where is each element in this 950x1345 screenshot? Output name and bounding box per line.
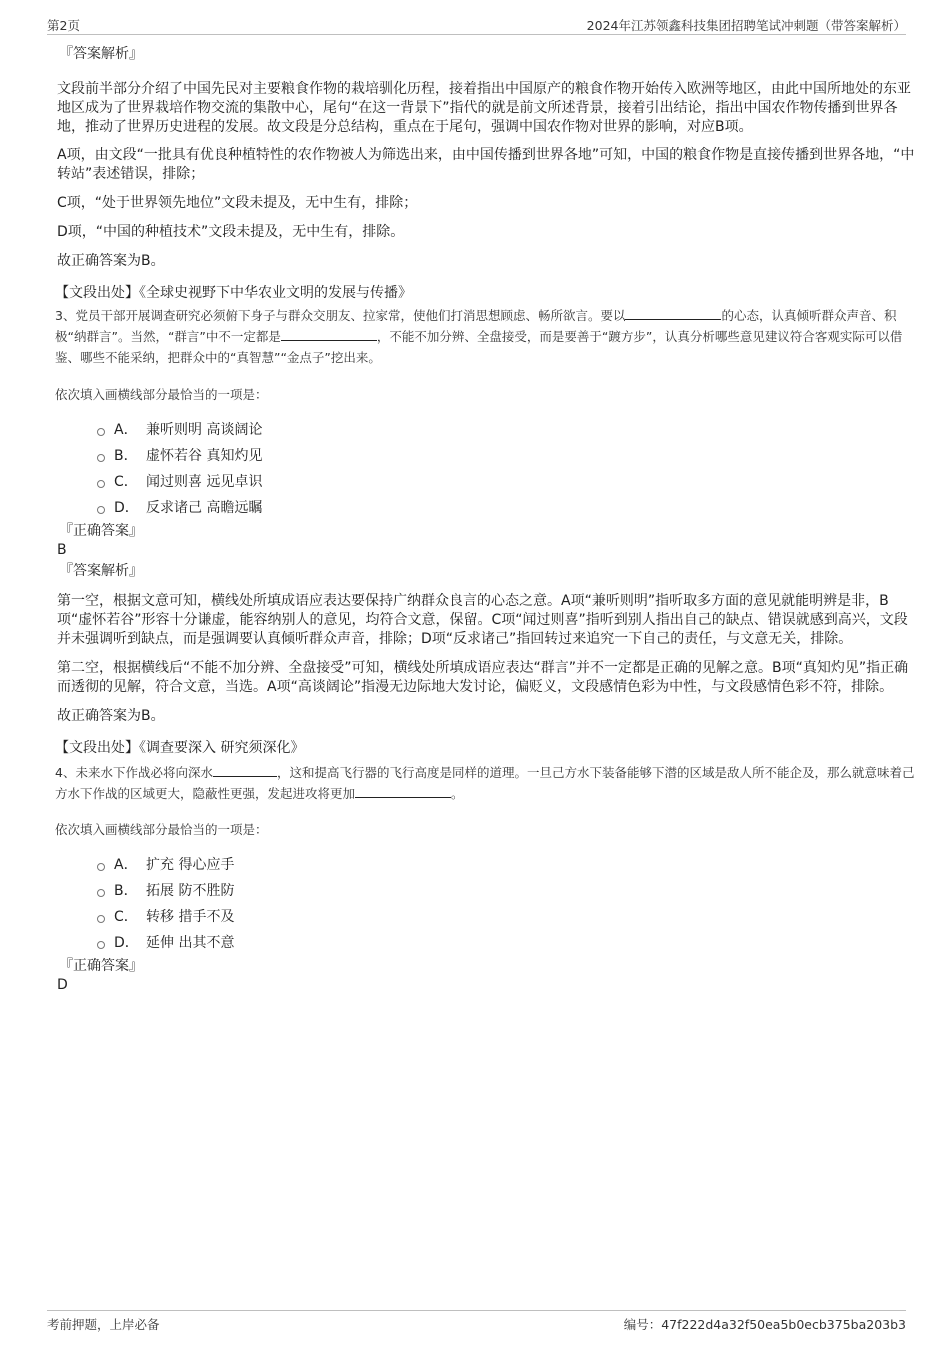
q2-analysis-p3: C项，“处于世界领先地位”文段未提及，无中生有，排除； bbox=[57, 195, 418, 211]
q3-blank-1 bbox=[625, 306, 721, 320]
q3-source: 【文段出处】《调查要深入 研究须深化》 bbox=[55, 740, 305, 756]
radio-button[interactable] bbox=[97, 428, 105, 436]
radio-button[interactable] bbox=[97, 480, 105, 488]
q2-answer-statement: 故正确答案为B。 bbox=[57, 253, 165, 269]
q3-blank-2 bbox=[281, 327, 377, 341]
q3-option-d[interactable]: D． 反求诸己 高瞻远瞩 bbox=[97, 495, 921, 521]
q3-question-text: 3、党员干部开展调查研究必须俯下身子与群众交朋友、拉家常，使他们打消思想顾虑、畅所欲言。要以 的心态，认真倾听群众声音、积极“纳群言”。当然，“群言”中不一定都是 ，不能不加分辨、全盘接受，而是要善于“踱方步”，认真分析哪些意见建议符合客观实际可以借鉴、哪些不能采纳，把群众中的“真智慧”“金点子”挖出来。 bbox=[55, 308, 903, 365]
q4-option-d[interactable]: D． 延伸 出其不意 bbox=[97, 930, 921, 956]
radio-button[interactable] bbox=[97, 454, 105, 462]
q4-answer-label: 『正确答案』 bbox=[59, 958, 143, 974]
page-content bbox=[55, 44, 921, 994]
q2-analysis-p1: 文段前半部分介绍了中国先民对主要粮食作物的栽培驯化历程，接着指出中国原产的粮食作物开始传入欧洲等地区，由此中国所地处的东亚地区成为了世界栽培作物交流的集散中心，尾句“在这一背景下”指代的就是前文所述背景，接着引出结论，指出中国农作物传播到世界各地，推动了世界历史进程的发展。故文段是分总结构，重点在于尾句，强调中国农作物对世界的影响，对应B项。 bbox=[57, 81, 911, 135]
page-number: 第2页 bbox=[47, 18, 80, 33]
q4-option-a[interactable]: A． 扩充 得心应手 bbox=[97, 852, 921, 878]
radio-button[interactable] bbox=[97, 941, 105, 949]
footer-slogan: 考前押题，上岸必备 bbox=[47, 1317, 160, 1332]
q4-question-text: 4、未来水下作战必将向深水 ，这和提高飞行器的飞行高度是同样的道理。一旦己方水下装备能够下潜的区域是敌人所不能企及，那么就意味着己方水下作战的区域更大，隐蔽性更强，发起进攻将更加 。 bbox=[55, 765, 915, 801]
q3-option-b[interactable]: B． 虚怀若谷 真知灼见 bbox=[97, 443, 921, 469]
q4-options bbox=[97, 852, 921, 956]
page-footer bbox=[47, 1310, 906, 1333]
q4-blank-2 bbox=[355, 784, 451, 798]
q3-answer: B bbox=[57, 542, 67, 558]
page-header bbox=[47, 14, 906, 35]
q4-option-c[interactable]: C． 转移 措手不及 bbox=[97, 904, 921, 930]
document-serial: 编号：47f222d4a32f50ea5b0ecb375ba203b3 bbox=[623, 1317, 906, 1332]
q3-option-c[interactable]: C． 闻过则喜 远见卓识 bbox=[97, 469, 921, 495]
q3-analysis-p2: 第二空，根据横线后“不能不加分辨、全盘接受”可知，横线处所填成语应表达“群言”并不一定都是正确的见解之意。B项“真知灼见”指正确而透彻的见解，符合文意，当选。A项“高谈阔论”指漫无边际地大发讨论，偏贬义，文段感情色彩为中性，与文段感情色彩不符，排除。 bbox=[57, 660, 909, 695]
q3-option-a[interactable]: A． 兼听则明 高谈阔论 bbox=[97, 417, 921, 443]
q3-answer-statement: 故正确答案为B。 bbox=[57, 708, 165, 724]
radio-button[interactable] bbox=[97, 863, 105, 871]
radio-button[interactable] bbox=[97, 915, 105, 923]
q4-blank-1 bbox=[213, 763, 277, 777]
q4-answer: D bbox=[57, 977, 68, 993]
q3-options bbox=[97, 417, 921, 521]
q4-prompt: 依次填入画横线部分最恰当的一项是： bbox=[55, 822, 268, 837]
radio-button[interactable] bbox=[97, 506, 105, 514]
document-title: 2024年江苏领鑫科技集团招聘笔试冲刺题（带答案解析） bbox=[586, 18, 906, 33]
q3-prompt: 依次填入画横线部分最恰当的一项是： bbox=[55, 387, 268, 402]
q2-analysis-p2: A项，由文段“一批具有优良种植特性的农作物被人为筛选出来，由中国传播到世界各地”可知，中国的粮食作物是直接传播到世界各地，“中转站”表述错误，排除； bbox=[57, 147, 915, 182]
q2-analysis-p4: D项，“中国的种植技术”文段未提及，无中生有，排除。 bbox=[57, 224, 405, 240]
q2-analysis-label: 『答案解析』 bbox=[59, 46, 143, 62]
q3-analysis-p1: 第一空，根据文意可知，横线处所填成语应表达要保持广纳群众良言的心态之意。A项“兼听则明”指听取多方面的意见就能明辨是非，B项“虚怀若谷”形容十分谦虚，能容纳别人的意见，均符合文意，保留。C项“闻过则喜”指听到别人指出自己的缺点、错误就感到高兴，文段并未强调听到缺点，而是强调要认真倾听群众声音，排除；D项“反求诸己”指回转过来追究一下自己的责任，与文意无关，排除。 bbox=[57, 593, 908, 647]
q2-source: 【文段出处】《全球史视野下中华农业文明的发展与传播》 bbox=[55, 285, 412, 301]
q3-analysis-label: 『答案解析』 bbox=[59, 563, 143, 579]
radio-button[interactable] bbox=[97, 889, 105, 897]
q3-answer-label: 『正确答案』 bbox=[59, 523, 143, 539]
q4-option-b[interactable]: B． 拓展 防不胜防 bbox=[97, 878, 921, 904]
